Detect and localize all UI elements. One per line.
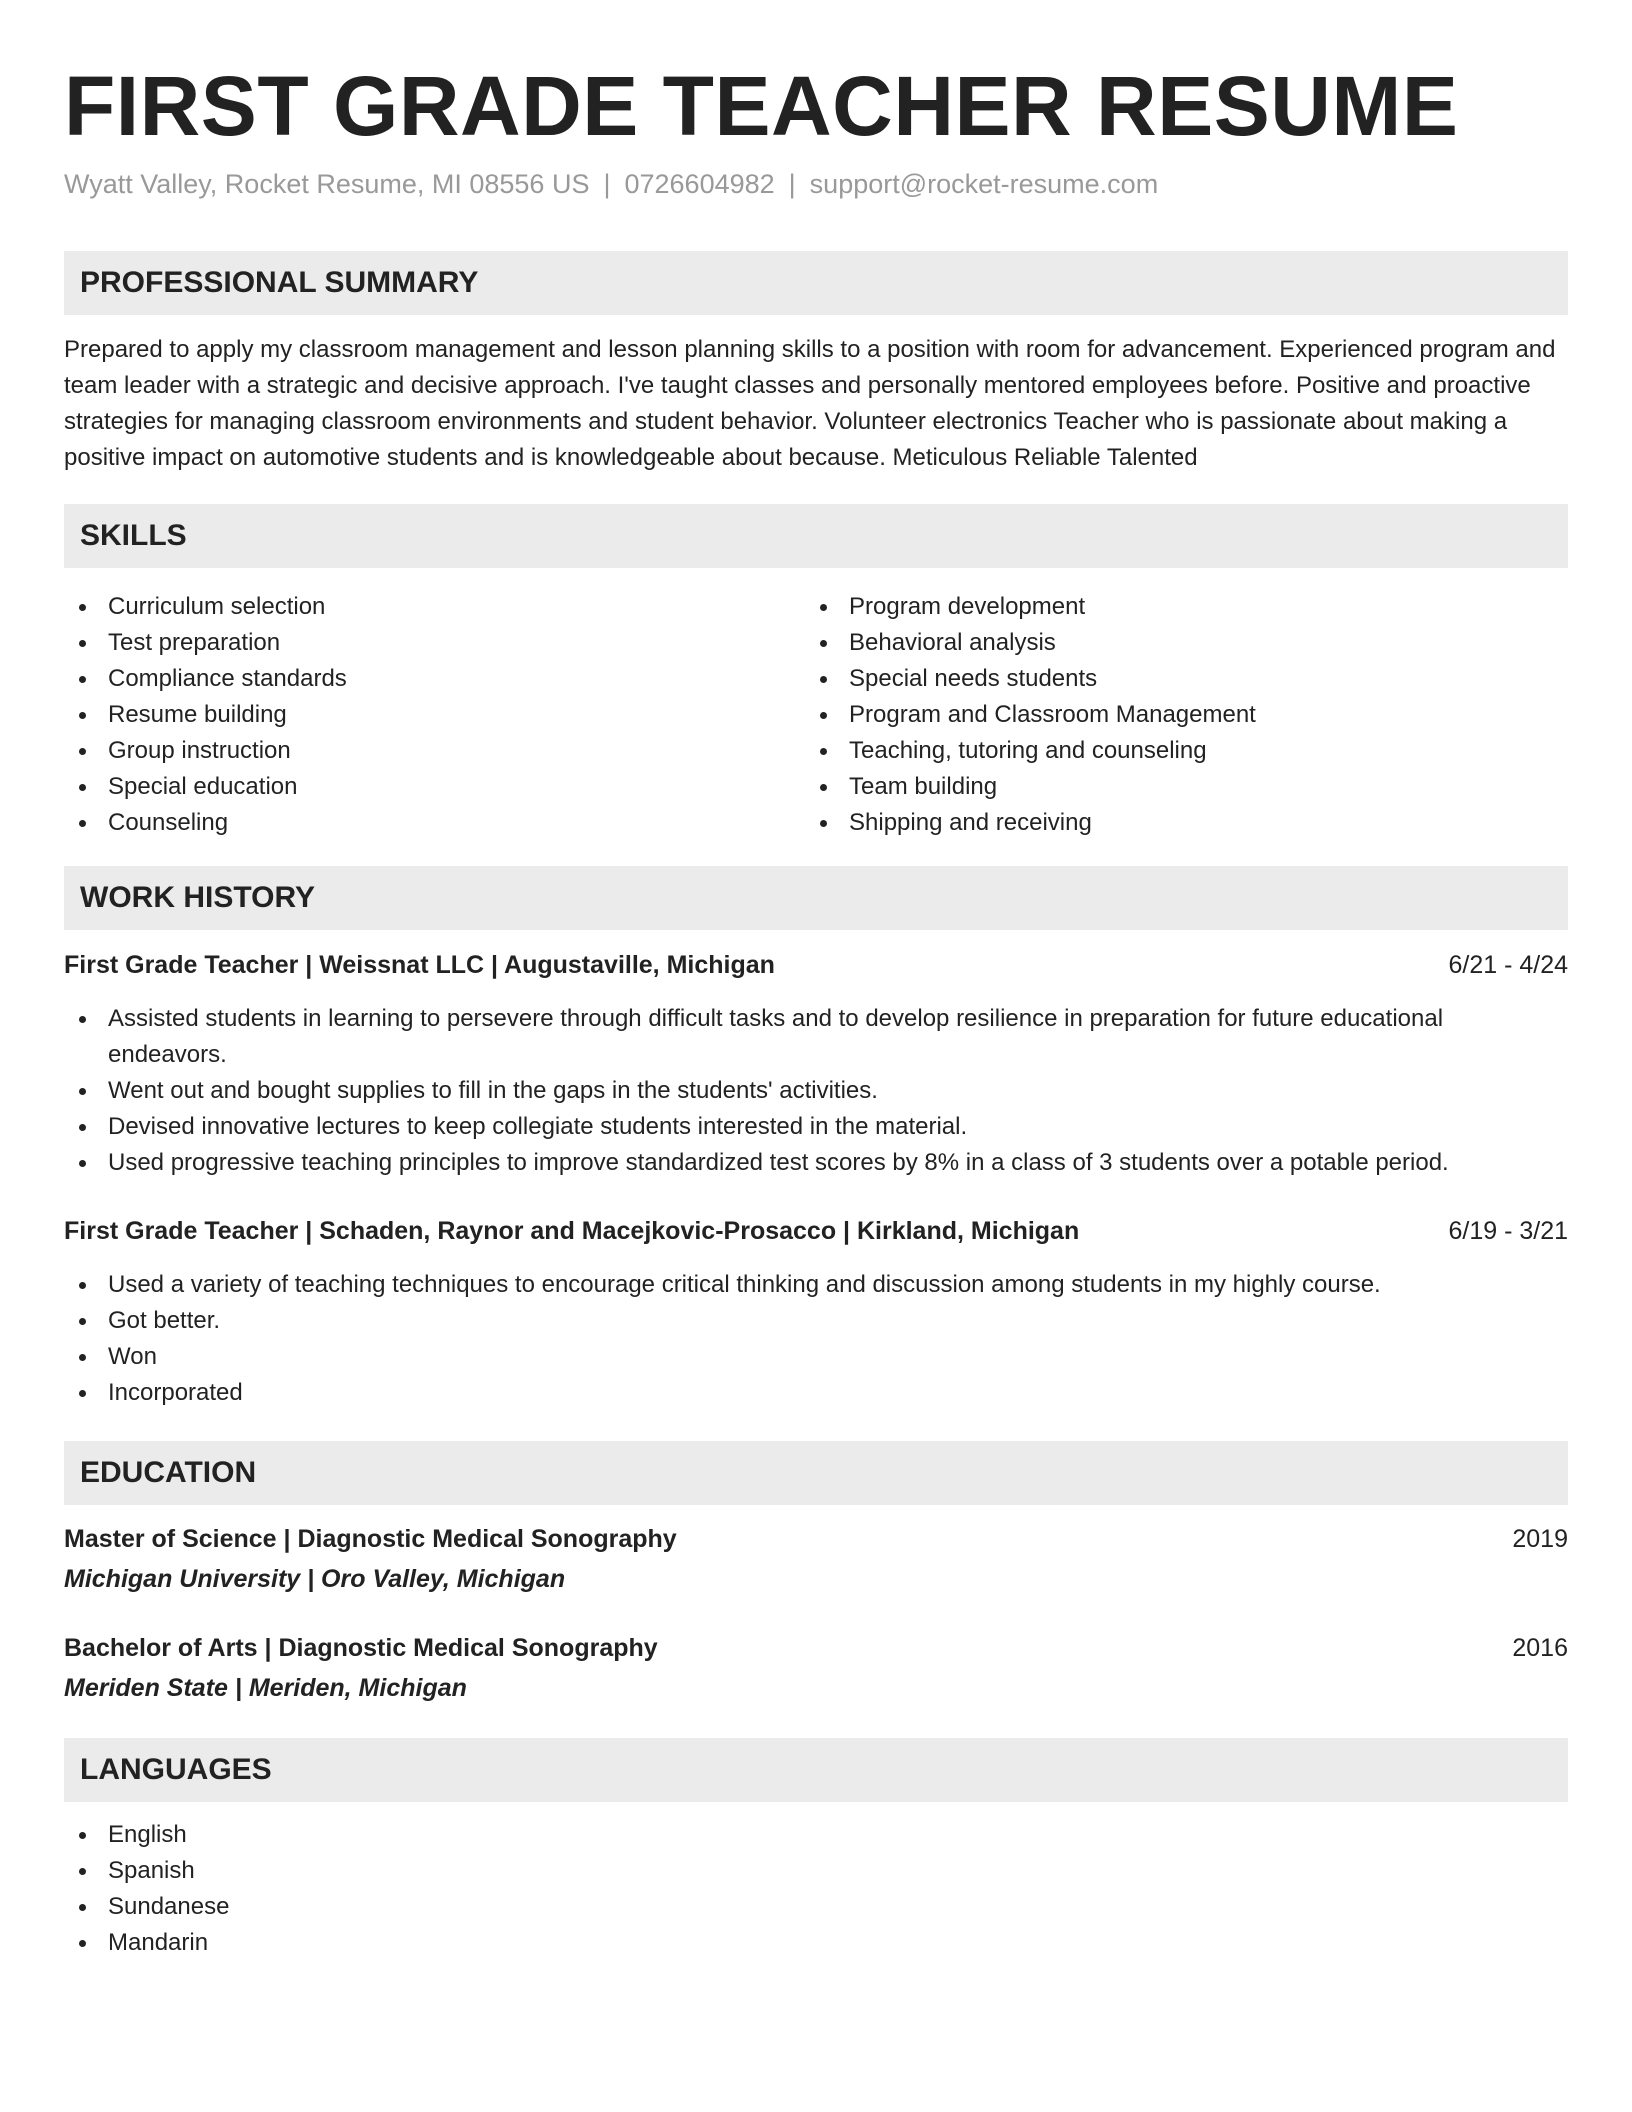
skills-column-right	[805, 589, 1505, 841]
skills-list-right	[805, 589, 1505, 841]
skill-item: Special education	[64, 769, 764, 805]
languages-section	[64, 1817, 1568, 1961]
skill-item: Test preparation	[64, 625, 764, 661]
skill-item: Team building	[805, 769, 1505, 805]
skill-item: Curriculum selection	[64, 589, 764, 625]
skill-item: Special needs students	[805, 661, 1505, 697]
languages-heading: LANGUAGES	[64, 1738, 1568, 1802]
work-history-heading: WORK HISTORY	[64, 866, 1568, 930]
job-dates: 6/21 - 4/24	[1448, 951, 1568, 979]
job-header	[64, 947, 1568, 983]
contact-separator: |	[603, 169, 611, 199]
language-item: Mandarin	[64, 1925, 1568, 1961]
skill-item: Compliance standards	[64, 661, 764, 697]
job-title: First Grade Teacher | Schaden, Raynor and Macejkovic-Prosacco | Kirkland, Michigan	[64, 1217, 1080, 1245]
job-header	[64, 1213, 1568, 1249]
job-title: First Grade Teacher | Weissnat LLC | Augustaville, Michigan	[64, 951, 775, 979]
language-item: English	[64, 1817, 1568, 1853]
education-heading: EDUCATION	[64, 1441, 1568, 1505]
contact-address: Wyatt Valley, Rocket Resume, MI 08556 US	[64, 169, 590, 199]
education-entry	[64, 1630, 1568, 1666]
skills-column-left	[64, 589, 764, 841]
resume-title: FIRST GRADE TEACHER RESUME	[64, 59, 1459, 153]
skill-item: Program and Classroom Management	[805, 697, 1505, 733]
job-duty: Assisted students in learning to persevere through difficult tasks and to develop resilience in preparation for future educational endeavors.	[64, 1001, 1568, 1073]
contact-separator: |	[788, 169, 796, 199]
summary-heading: PROFESSIONAL SUMMARY	[64, 251, 1568, 315]
job-duties	[64, 1267, 1568, 1411]
education-year: 2016	[1512, 1634, 1568, 1662]
languages-list	[64, 1817, 1568, 1961]
education-degree: Master of Science | Diagnostic Medical Sonography	[64, 1525, 677, 1553]
job-duty: Got better.	[64, 1303, 1568, 1339]
job-duty: Used progressive teaching principles to improve standardized test scores by 8% in a class of 3 students over a potable period.	[64, 1145, 1568, 1181]
language-item: Spanish	[64, 1853, 1568, 1889]
contact-email[interactable]: support@rocket-resume.com	[809, 169, 1159, 199]
education-school: Meriden State | Meriden, Michigan	[64, 1674, 467, 1702]
job-duties-list	[64, 1001, 1568, 1181]
skill-item: Shipping and receiving	[805, 805, 1505, 841]
skills-list-left	[64, 589, 764, 841]
skill-item: Group instruction	[64, 733, 764, 769]
job-duty: Used a variety of teaching techniques to encourage critical thinking and discussion among students in my highly course.	[64, 1267, 1568, 1303]
skill-item: Program development	[805, 589, 1505, 625]
education-entry	[64, 1521, 1568, 1557]
education-degree: Bachelor of Arts | Diagnostic Medical Sonography	[64, 1634, 658, 1662]
job-dates: 6/19 - 3/21	[1448, 1217, 1568, 1245]
skill-item: Resume building	[64, 697, 764, 733]
language-item: Sundanese	[64, 1889, 1568, 1925]
job-duty: Went out and bought supplies to fill in the gaps in the students' activities.	[64, 1073, 1568, 1109]
job-duties-list	[64, 1267, 1568, 1411]
skill-item: Teaching, tutoring and counseling	[805, 733, 1505, 769]
skills-heading: SKILLS	[64, 504, 1568, 568]
contact-line	[64, 166, 1158, 202]
contact-phone: 0726604982	[624, 169, 775, 199]
skill-item: Behavioral analysis	[805, 625, 1505, 661]
summary-text: Prepared to apply my classroom management and lesson planning skills to a position with room for advancement. Experienced program and team leader with a strategic and decisive approach. I've taught classes and personally mentored employees before. Positive and proactive strategies for managing classroom environments and student behavior. Volunteer electronics Teacher who is passionate about making a positive impact on automotive students and is knowledgeable about because. Meticulous Reliable Talented	[64, 336, 1556, 471]
job-duty: Devised innovative lectures to keep collegiate students interested in the material.	[64, 1109, 1568, 1145]
job-duties	[64, 1001, 1568, 1181]
job-duty: Incorporated	[64, 1375, 1568, 1411]
job-duty: Won	[64, 1339, 1568, 1375]
education-year: 2019	[1512, 1525, 1568, 1553]
skill-item: Counseling	[64, 805, 764, 841]
education-school: Michigan University | Oro Valley, Michigan	[64, 1565, 566, 1593]
